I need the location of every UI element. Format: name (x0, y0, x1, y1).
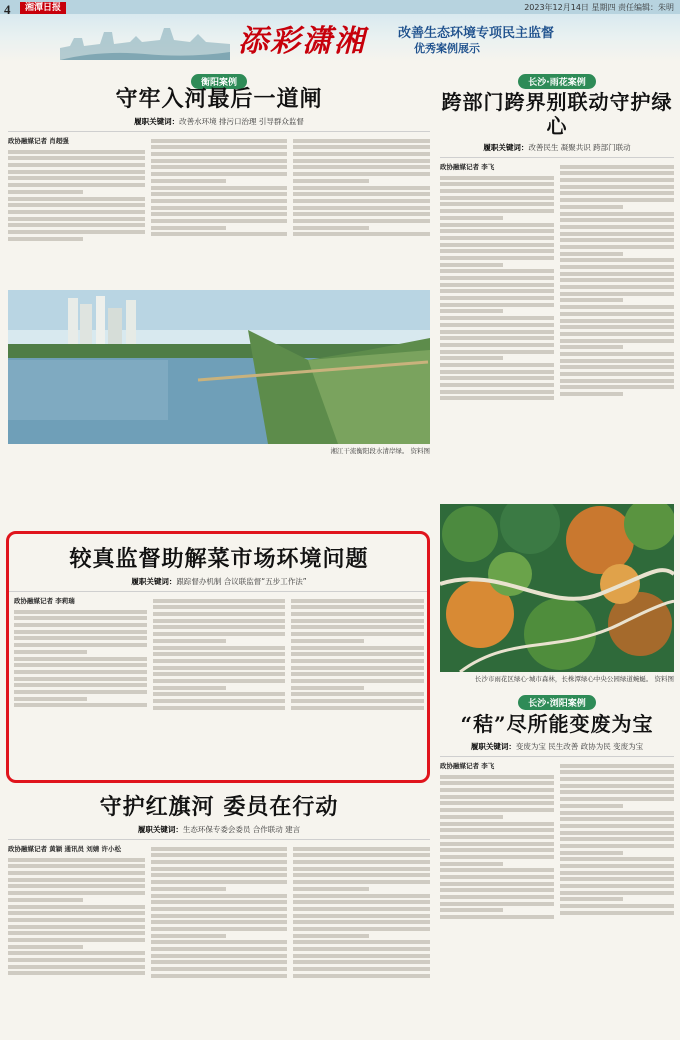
kicker-text: 改善民生 凝聚共识 跨部门联动 (528, 143, 631, 152)
headline: 守护红旗河 委员在行动 (99, 794, 339, 820)
headline: 守牢入河最后一道闸 (115, 86, 323, 112)
kicker (8, 824, 430, 835)
body-text-placeholder (440, 173, 554, 499)
byline: 政协融媒记者 李飞 (440, 163, 495, 171)
feature-subtitle-1: 改善生态环境专项民主监督 (398, 26, 555, 41)
kicker-text: 跟踪督办机制 合议联监督“五步工作法” (176, 577, 307, 586)
river-city-illustration (8, 290, 430, 444)
kicker (440, 741, 674, 752)
masthead-date (524, 2, 674, 13)
kicker-label: 履职关键词： (483, 143, 529, 152)
body-text-placeholder (560, 761, 674, 981)
region-tag: 衡阳案例 (191, 74, 247, 89)
byline: 政协融媒记者 李飞 (440, 762, 495, 770)
byline: 政协融媒记者 肖超强 (8, 137, 69, 145)
city-skyline-illustration (60, 20, 230, 60)
body-text-placeholder (151, 136, 288, 286)
article-yuhua (440, 70, 674, 683)
highlight-frame (6, 531, 430, 783)
kicker (8, 116, 430, 127)
article-hongqihe (8, 794, 430, 1034)
article-liuyang (440, 691, 674, 981)
date-text: 2023年12月14日 星期四 (524, 3, 616, 12)
photo-caption: 湘江干流衡阳段水清岸绿。 资料图 (330, 447, 430, 455)
headline: 跨部门跨界别联动守护绿心 (441, 90, 673, 138)
kicker-label: 履职关键词： (137, 825, 183, 834)
kicker-label: 履职关键词： (131, 577, 177, 586)
article-hengyang (8, 70, 430, 455)
body-text-placeholder (8, 855, 145, 1033)
body-text-placeholder (440, 772, 554, 980)
forest-greenway-illustration (440, 504, 674, 672)
byline: 政协融媒记者 黄颖 通讯员 刘婧 许小松 (8, 845, 122, 853)
headline: 较真监督助解菜市场环境问题 (69, 546, 369, 572)
body-text-placeholder (293, 844, 430, 1034)
feature-subtitle-2: 优秀案例展示 (414, 42, 480, 55)
river-photo (8, 290, 430, 444)
byline: 政协融媒记者 李莉瑞 (14, 597, 75, 605)
page-number: 4 (4, 2, 11, 17)
masthead (0, 0, 680, 62)
body-text-placeholder (8, 147, 145, 285)
body-text-placeholder (293, 136, 430, 286)
feature-title: 添彩潇湘 (238, 24, 366, 59)
kicker-label: 履职关键词： (470, 742, 516, 751)
kicker-text: 变废为宝 民生改善 政协为民 变废为宝 (515, 742, 644, 751)
headline: “秸”尽所能变废为宝 (460, 712, 654, 736)
kicker-label: 履职关键词： (134, 117, 180, 126)
body-text-placeholder (560, 162, 674, 500)
paper-name: 湘潭日报 (20, 2, 66, 14)
left-column (8, 70, 430, 853)
editor-text: 责任编辑：朱明 (618, 3, 674, 12)
kicker (440, 142, 674, 153)
region-tag: 长沙·浏阳案例 (518, 695, 595, 710)
region-tag: 长沙·雨花案例 (518, 74, 595, 89)
forest-park-photo (440, 504, 674, 672)
body-text-placeholder (151, 844, 288, 1034)
photo-caption: 长沙市雨花区绿心·城市森林，长株潭绿心中央公园绿道蜿蜒。 资料图 (474, 675, 674, 683)
kicker-text: 生态环保专委会委员 合作联动 建言 (182, 825, 301, 834)
right-column (440, 70, 674, 981)
kicker-text: 改善水环境 排污口治理 引导群众监督 (179, 117, 304, 126)
